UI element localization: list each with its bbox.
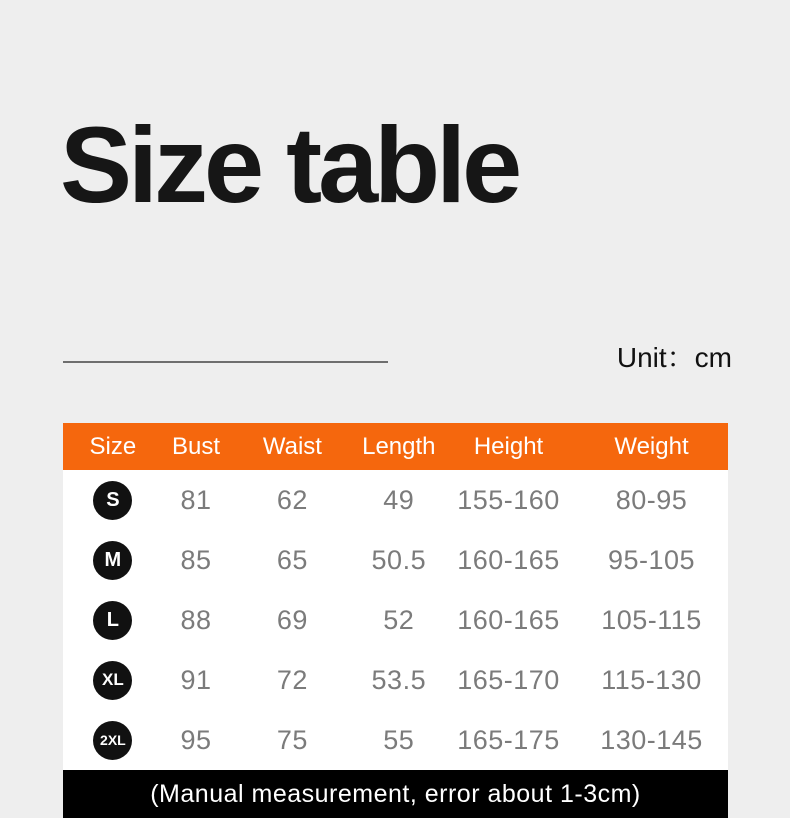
- size-badge: M: [93, 541, 132, 580]
- table-row: [63, 710, 728, 770]
- weight-value: 95-105: [607, 544, 696, 575]
- length-value: 55: [383, 724, 415, 755]
- length-value: 50.5: [371, 544, 427, 575]
- waist-value: 69: [276, 604, 308, 635]
- table-header-row: [63, 423, 728, 470]
- height-value: 160-165: [457, 544, 560, 575]
- bust-value: 95: [180, 724, 212, 755]
- height-value: 155-160: [457, 484, 560, 515]
- height-value: 160-165: [457, 604, 560, 635]
- waist-value: 75: [276, 724, 308, 755]
- waist-value: 65: [276, 544, 308, 575]
- bust-value: 88: [180, 604, 212, 635]
- weight-value: 80-95: [615, 484, 688, 515]
- table-row: [63, 530, 728, 590]
- column-header-bust: Bust: [171, 432, 221, 460]
- length-value: 52: [383, 604, 415, 635]
- size-badge: S: [93, 481, 132, 520]
- size-badge: XL: [93, 661, 132, 700]
- bust-value: 85: [180, 544, 212, 575]
- height-value: 165-175: [457, 724, 560, 755]
- length-value: 49: [383, 484, 415, 515]
- waist-value: 72: [276, 664, 308, 695]
- column-header-size: Size: [89, 432, 137, 460]
- height-value: 165-170: [457, 664, 560, 695]
- column-header-weight: Weight: [614, 432, 689, 460]
- column-header-length: Length: [362, 432, 436, 460]
- size-table: [63, 423, 728, 818]
- table-row: [63, 650, 728, 710]
- size-badge: L: [93, 601, 132, 640]
- page-title: Size table: [60, 104, 519, 225]
- table-row: [63, 590, 728, 650]
- table-body: [63, 470, 728, 770]
- table-row: [63, 470, 728, 530]
- waist-value: 62: [276, 484, 308, 515]
- length-value: 53.5: [371, 664, 427, 695]
- column-header-height: Height: [473, 432, 544, 460]
- column-header-waist: Waist: [262, 432, 322, 460]
- weight-value: 130-145: [600, 724, 703, 755]
- bust-value: 91: [180, 664, 212, 695]
- divider-line: [63, 361, 388, 363]
- unit-label: Unit：cm: [616, 342, 732, 373]
- weight-value: 115-130: [601, 664, 702, 695]
- footer-note: (Manual measurement, error about 1-3cm): [150, 779, 641, 808]
- bust-value: 81: [180, 484, 212, 515]
- weight-value: 105-115: [601, 604, 702, 635]
- table-footer: [63, 770, 728, 818]
- size-badge: 2XL: [93, 721, 132, 760]
